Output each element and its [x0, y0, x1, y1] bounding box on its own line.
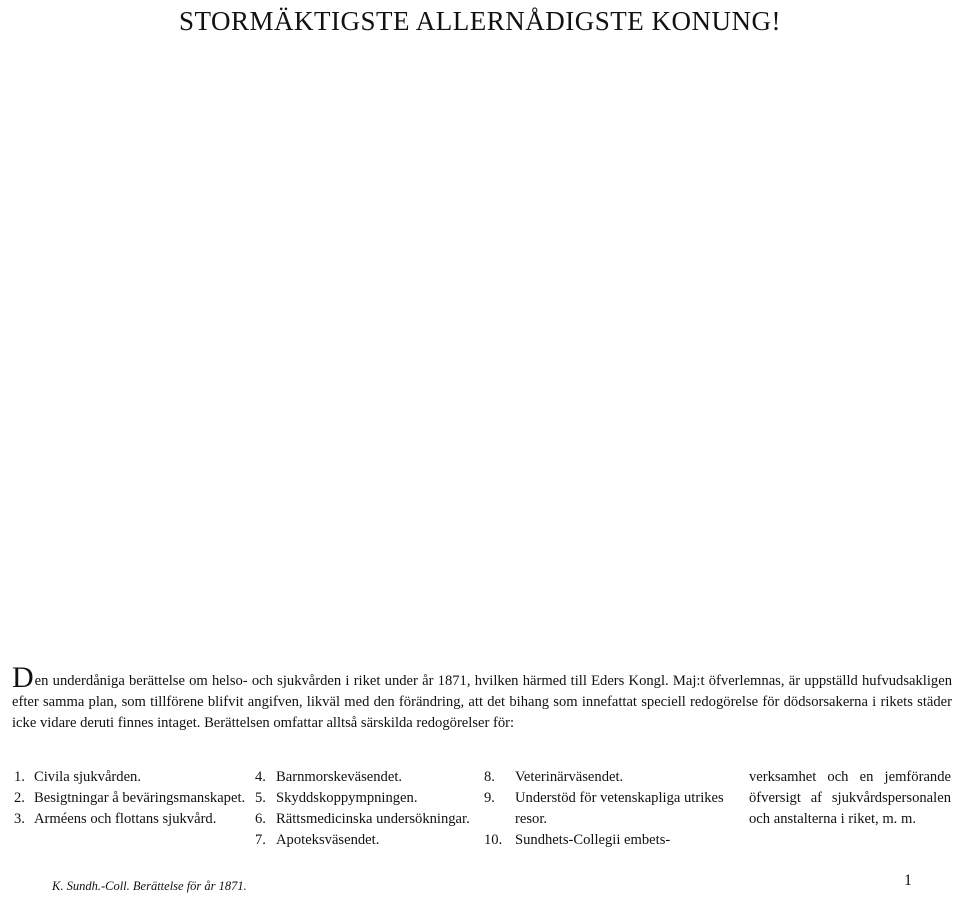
- list-item-number: 9.: [484, 790, 495, 806]
- list-item-text: Sundhets-Collegii embets-: [515, 832, 671, 848]
- page-number: 1: [904, 872, 912, 889]
- list-item-text: Veterinärväsendet.: [515, 769, 624, 785]
- list-item-text: Apoteksväsendet.: [276, 832, 380, 848]
- list-item-text: Barnmorskeväsendet.: [276, 769, 403, 785]
- list-column-2: [255, 767, 477, 851]
- list-column-1: [14, 767, 246, 830]
- list-item-text: Skyddskoppympningen.: [276, 790, 418, 806]
- list-item: [14, 788, 246, 809]
- list-item-number: 3.: [14, 811, 25, 827]
- list-item: [14, 767, 246, 788]
- list-item: [484, 830, 724, 851]
- list-item: [14, 809, 246, 830]
- intro-text: en underdåniga berättelse om helso- och sjukvården i riket under år 1871, hvilken härmed till Eders Kongl. Maj:t öfverlemnas, är uppställd hufvudsakligen efter samma plan, som tillförene blifvit angifven, likväl med den förändring, att det bihang som innefattat speciell redogörelse för dödsorsakerna i rikets städer icke vidare deruti finnes intaget. Berättelsen omfattar alltså särskilda redogörelser för:: [12, 673, 952, 731]
- intro-paragraph: [12, 661, 952, 734]
- list-item-number: 5.: [255, 790, 266, 806]
- list-item: [255, 830, 477, 851]
- list-item: [484, 767, 724, 788]
- list-item-text: Besigtningar å beväringsmanskapet.: [34, 790, 246, 806]
- list-column-3: [484, 767, 724, 851]
- list-item-number: 7.: [255, 832, 266, 848]
- footer-signature: K. Sundh.-Coll. Berättelse för år 1871.: [52, 879, 247, 893]
- list-item-number: 2.: [14, 790, 25, 806]
- list-item: [484, 788, 724, 830]
- list-item-text: Civila sjukvården.: [34, 769, 142, 785]
- list-item-number: 1.: [14, 769, 25, 785]
- list-item-text: Rättsmedicinska undersökningar.: [276, 811, 470, 827]
- list-item-number: 8.: [484, 769, 495, 785]
- list-item: [255, 767, 477, 788]
- list-item-text: Arméens och flottans sjukvård.: [34, 811, 217, 827]
- list-item: [255, 788, 477, 809]
- list-item-text: Understöd för vetenskapliga utrikes resor.: [515, 790, 724, 827]
- list-continuation-text: verksamhet och en jemförande öfversigt af sjukvårdspersonalen och anstalterna i riket, m. m.: [749, 769, 951, 827]
- page-title: STORMÄKTIGSTE ALLERNÅDIGSTE KONUNG!: [179, 6, 781, 36]
- drop-cap: D: [12, 661, 34, 694]
- list-item: [255, 809, 477, 830]
- list-item-number: 10.: [484, 832, 503, 848]
- list-item-number: 4.: [255, 769, 266, 785]
- list-column-4: [749, 767, 951, 830]
- list-item-number: 6.: [255, 811, 266, 827]
